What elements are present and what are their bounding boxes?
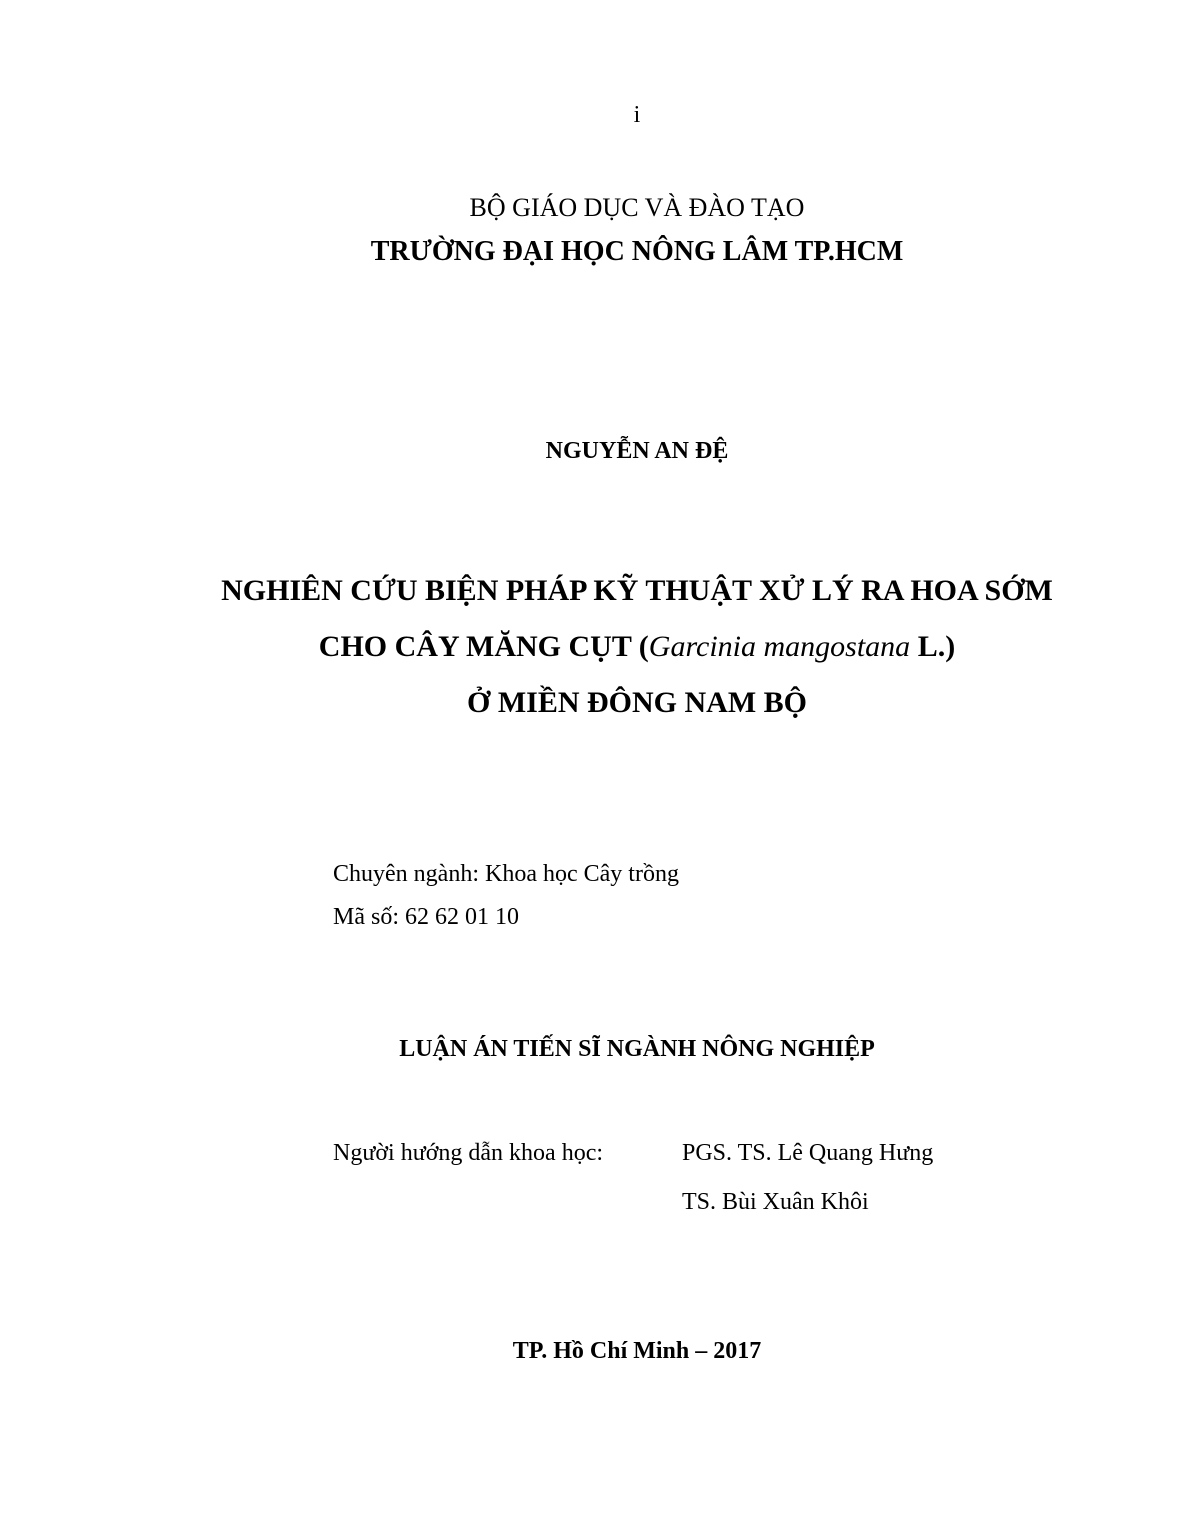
university-heading: TRƯỜNG ĐẠI HỌC NÔNG LÂM TP.HCM xyxy=(370,236,904,267)
thesis-title-line-2 xyxy=(0,630,1190,664)
advisor-name-1: PGS. TS. Lê Quang Hưng xyxy=(682,1140,934,1166)
place-year: TP. Hồ Chí Minh – 2017 xyxy=(512,1338,762,1364)
author-name: NGUYỄN AN ĐỆ xyxy=(545,438,729,464)
thesis-title-line-1: NGHIÊN CỨU BIỆN PHÁP KỸ THUẬT XỬ LÝ RA HOA SỚM xyxy=(221,574,1053,607)
major-line: Chuyên ngành: Khoa học Cây trồng xyxy=(333,861,679,887)
advisor-name-2: TS. Bùi Xuân Khôi xyxy=(682,1189,869,1215)
ministry-heading: BỘ GIÁO DỤC VÀ ĐÀO TẠO xyxy=(469,193,805,222)
thesis-title-line-3: Ở MIỀN ĐÔNG NAM BỘ xyxy=(467,686,807,719)
advisor-label: Người hướng dẫn khoa học: xyxy=(333,1140,604,1166)
title-prefix: CHO CÂY MĂNG CỤT ( xyxy=(318,630,649,663)
species-name: Garcinia mangostana xyxy=(648,630,911,663)
code-line: Mã số: 62 62 01 10 xyxy=(333,904,519,930)
page-number: i xyxy=(633,102,641,128)
degree-heading: LUẬN ÁN TIẾN SĨ NGÀNH NÔNG NGHIỆP xyxy=(399,1036,875,1062)
title-suffix: L.) xyxy=(910,630,956,663)
